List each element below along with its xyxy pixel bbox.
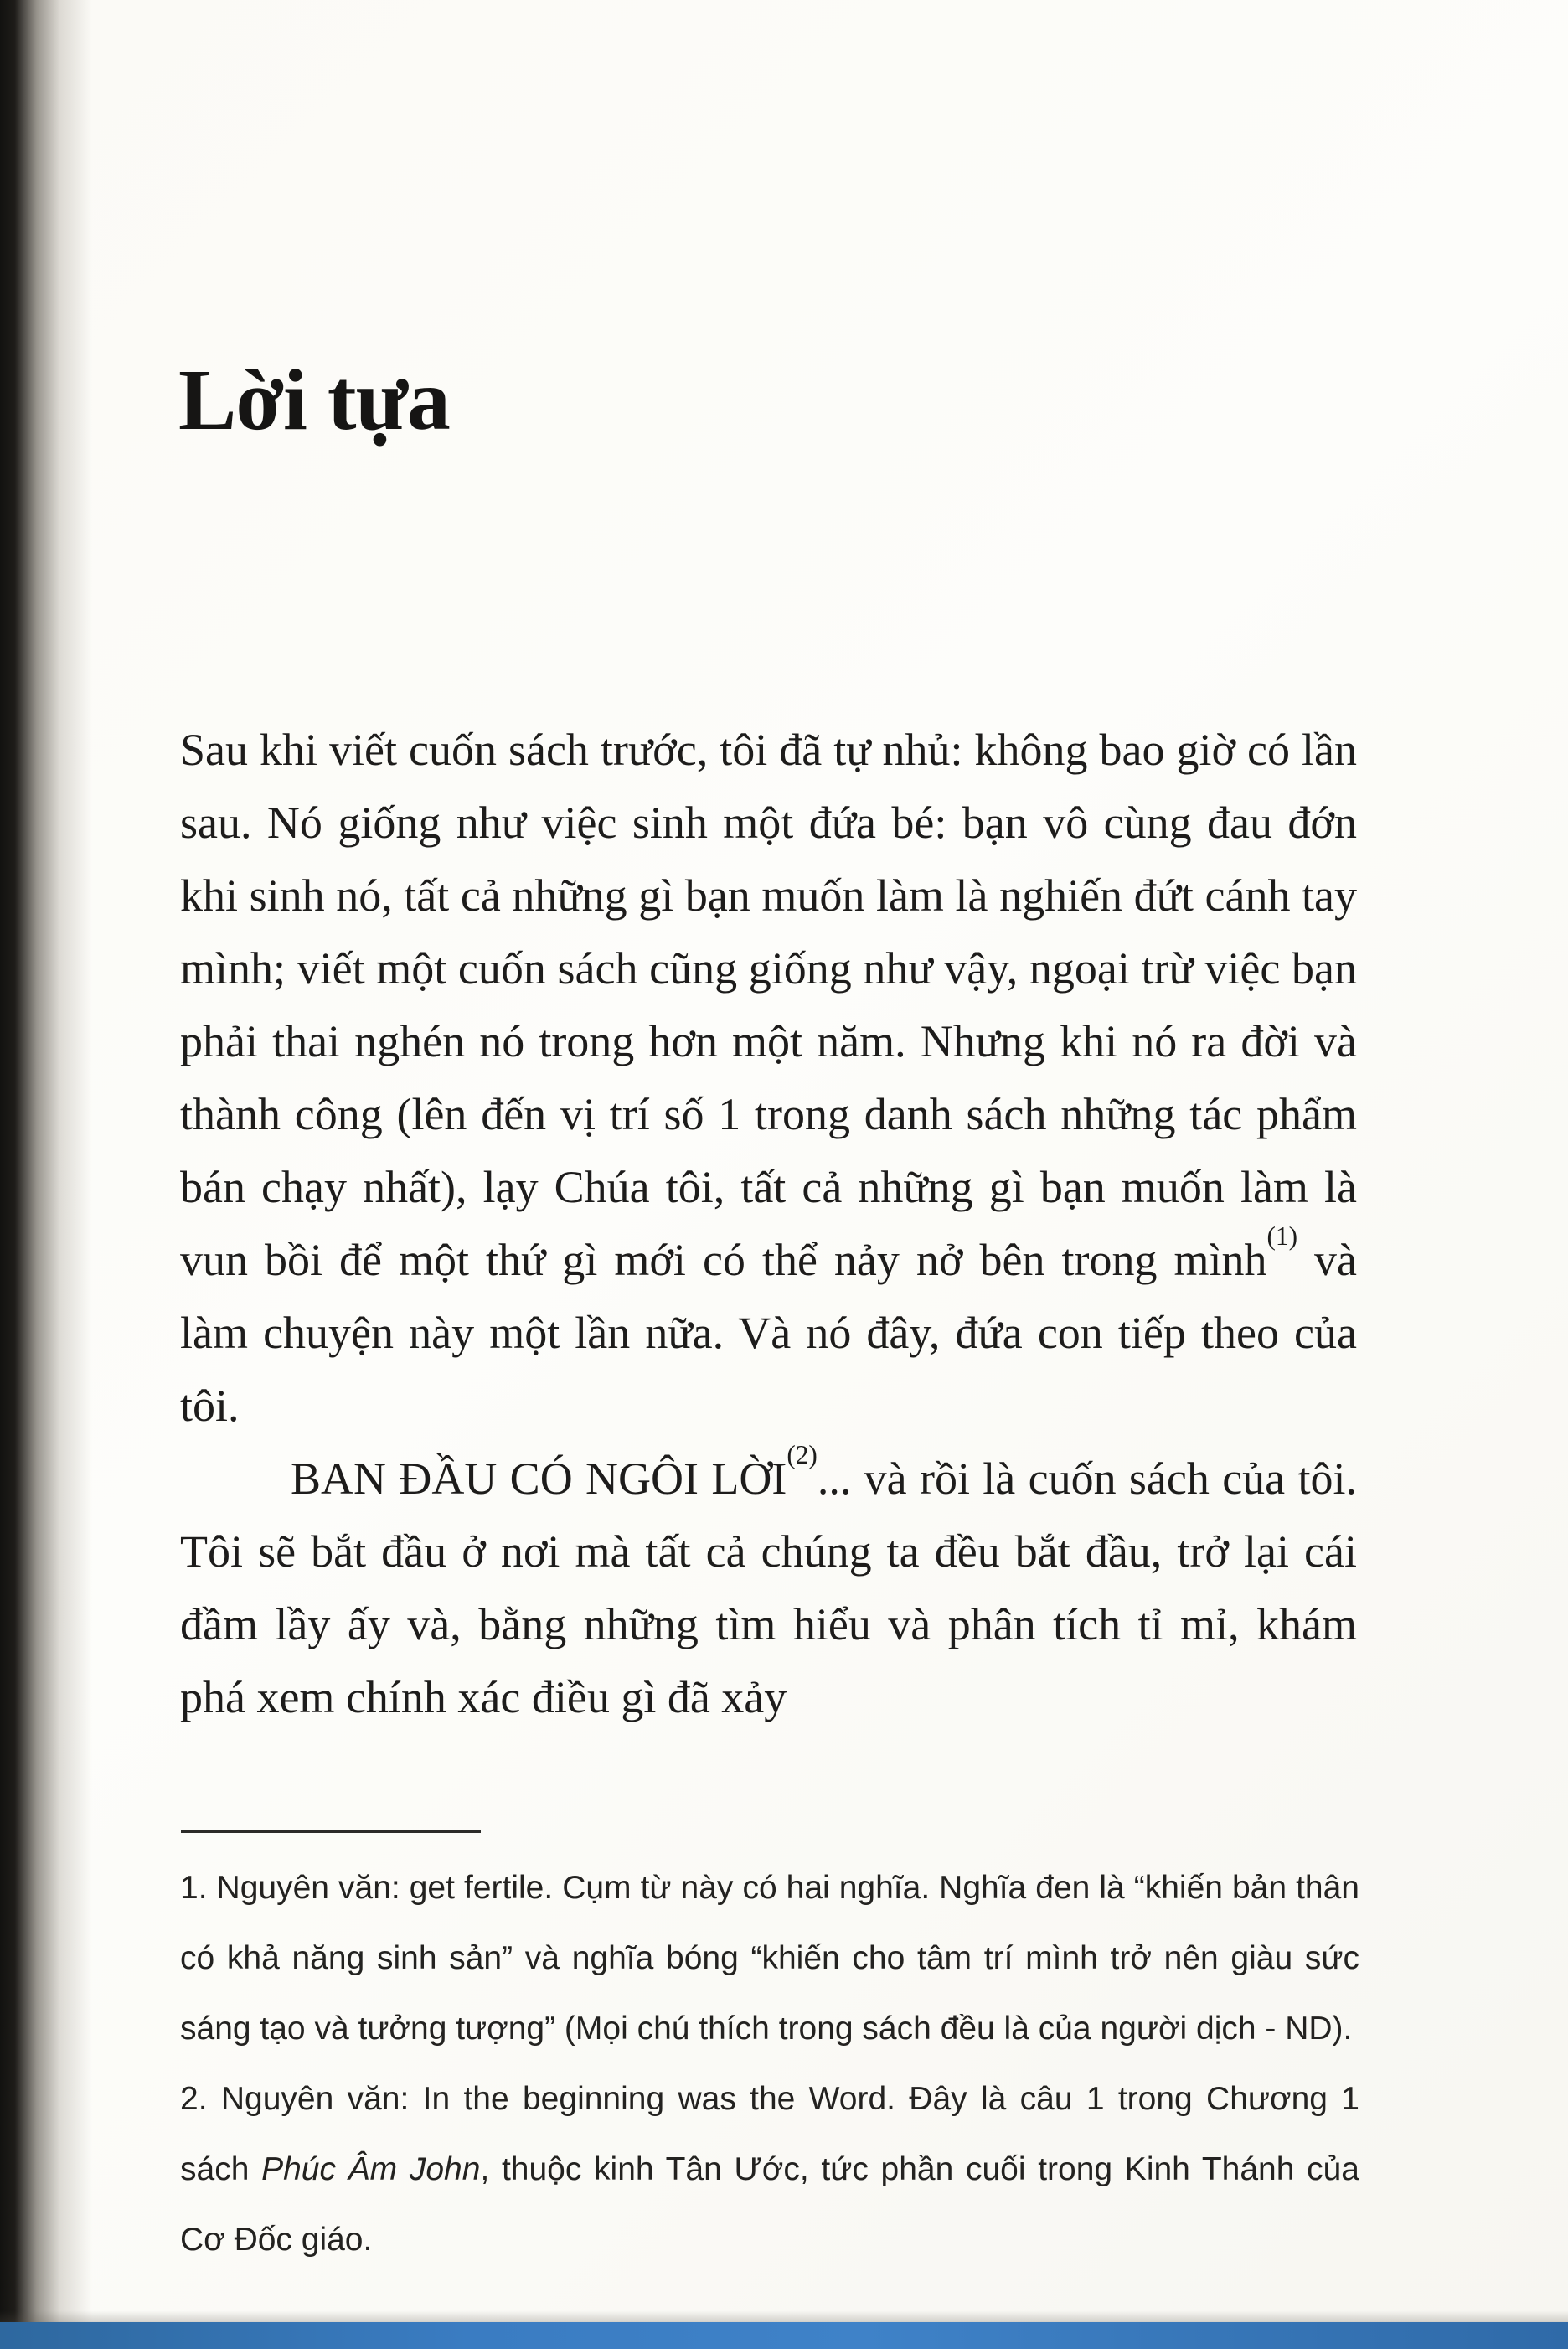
footnote-ref-2: (2) — [787, 1439, 818, 1469]
footnote-2-book-title: Phúc Âm John — [261, 2151, 481, 2187]
paragraph-2 — [180, 1439, 1357, 1734]
footnote-2-text-cont: , thuộc kinh Tân Ước, tức phần cuối trong Kinh Thánh của Cơ Đốc giáo. — [180, 2151, 1359, 2258]
spine-shadow — [0, 0, 92, 2349]
footnote-rule — [181, 1830, 481, 1833]
footnote-1: 1. Nguyên văn: get fertile. Cụm từ này có hai nghĩa. Nghĩa đen là “khiến bản thân có khả năng sinh sản” và nghĩa bóng “khiến cho tâm trí mình trở nên giàu sức sáng tạo và tưởng tượng” (Mọi chú thích trong sách đều là của người dịch - ND). — [180, 1870, 1359, 2047]
paragraph-2-lead: BAN ĐẦU CÓ NGÔI LỜI — [291, 1453, 787, 1504]
footnote-2-text: 2. Nguyên văn: In the beginning was the Word. Đây là câu 1 trong Chương 1 sách — [180, 2081, 1359, 2187]
paragraph-1 — [180, 714, 1357, 1443]
footnote-2 — [180, 2064, 1359, 2275]
paragraph-1-text-cont: và làm chuyện này một lần nữa. Và nó đây, đứa con tiếp theo của tôi. — [180, 1235, 1358, 1431]
page-title: Lời tựa — [178, 352, 450, 448]
body-text — [180, 714, 1357, 1734]
bottom-edge-bar — [0, 2322, 1568, 2349]
paragraph-1-text: Sau khi viết cuốn sách trước, tôi đã tự nhủ: không bao giờ có lần sau. Nó giống như việc sinh một đứa bé: bạn vô cùng đau đớn khi sinh nó, tất cả những gì bạn muốn làm là nghiến đứt cánh tay mình; viết một cuốn sách cũng giống như vậy, ngoại trừ việc bạn phải thai nghén nó trong hơn một năm. Nhưng khi nó ra đời và thành công (lên đến vị trí số 1 trong danh sách những tác phẩm bán chạy nhất), lạy Chúa tôi, tất cả những gì bạn muốn làm là vun bồi để một thứ gì mới có thể nảy nở bên trong mình — [180, 725, 1357, 1285]
footnote-ref-1: (1) — [1266, 1221, 1298, 1251]
footnotes-section — [180, 1853, 1359, 2275]
page-bottom-shadow — [0, 2310, 1568, 2322]
paragraph-2-text: ... và rồi là cuốn sách của tôi. Tôi sẽ bắt đầu ở nơi mà tất cả chúng ta đều bắt đầu, trở lại cái đầm lầy ấy và, bằng những tìm hiểu và phân tích tỉ mỉ, khám phá xem chính xác điều gì đã xảy — [180, 1453, 1357, 1722]
